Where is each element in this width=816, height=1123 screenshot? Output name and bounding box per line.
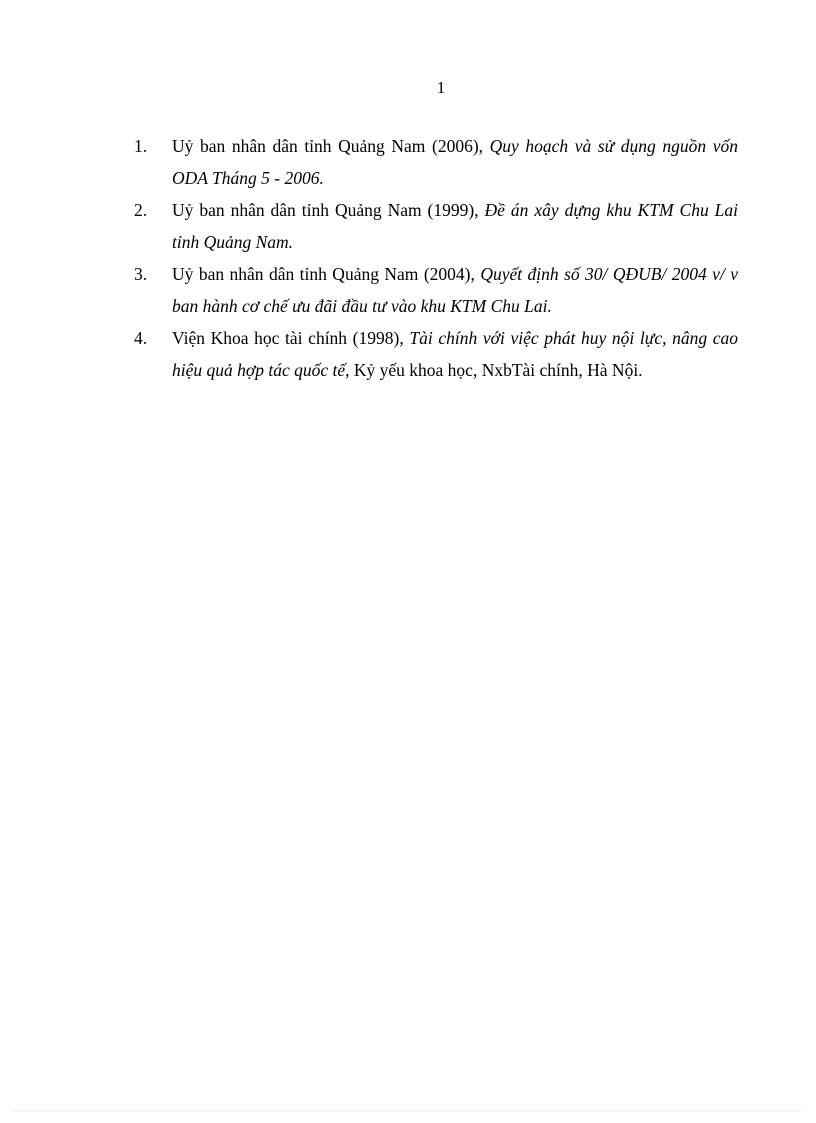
reference-tail: Kỷ yếu khoa học, NxbTài chính, Hà Nội. <box>353 360 643 380</box>
reference-item <box>134 194 738 258</box>
reference-title: Quyết định số 30/ QĐUB/ 2004 v/ v ban hành cơ chế ưu đãi đầu tư vào khu KTM Chu Lai. <box>172 264 738 316</box>
reference-author: Uỷ ban nhân dân tỉnh Quảng Nam (1999), <box>172 200 479 220</box>
reference-title: Đề án xây dựng khu KTM Chu Lai tỉnh Quảng Nam. <box>172 200 738 252</box>
reference-item <box>134 258 738 322</box>
reference-title: Tài chính với việc phát huy nội lực, nâng cao hiệu quả hợp tác quốc tế, <box>172 328 738 380</box>
reference-author: Viện Khoa học tài chính (1998), <box>172 328 404 348</box>
reference-index: 1. <box>134 136 148 156</box>
reference-author: Uỷ ban nhân dân tỉnh Quảng Nam (2004), <box>172 264 475 284</box>
reference-index: 2. <box>134 200 148 220</box>
page-number: 1 <box>436 78 446 97</box>
reference-item <box>134 322 738 386</box>
reference-index: 4. <box>134 328 148 348</box>
reference-author: Uỷ ban nhân dân tỉnh Quảng Nam (2006), <box>172 136 484 156</box>
reference-index: 3. <box>134 264 148 284</box>
page-bottom-edge <box>12 1110 804 1111</box>
reference-title: Quy hoạch và sử dụng nguồn vốn ODA Tháng 5 - 2006. <box>172 136 738 188</box>
reference-list <box>134 130 738 386</box>
reference-item <box>134 130 738 194</box>
